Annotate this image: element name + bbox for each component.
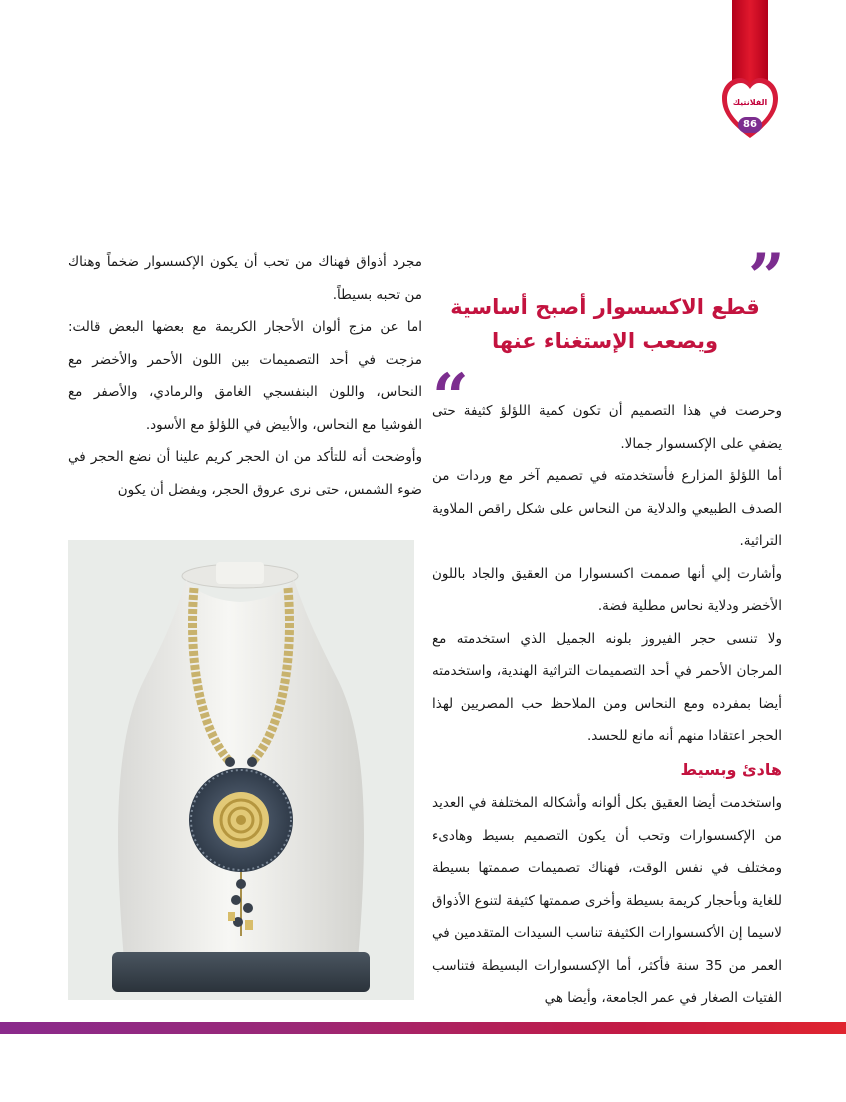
necklace-on-bust-illustration	[68, 540, 414, 1000]
quote-close-icon: “	[432, 360, 469, 435]
paragraph: مجرد أذواق فهناك من تحب أن يكون الإكسسوار ضخماً وهناك من تحبه بسيطاً.	[68, 254, 422, 303]
section-subheading: هادئ وبسيط	[680, 760, 782, 779]
necklace-photo	[68, 540, 414, 1000]
logo-text: الفلانتيك	[732, 98, 768, 107]
paragraph: اما عن مزج ألوان الأحجار الكريمة مع بعضها البعض قالت: مزجت في أحد التصميمات بين اللون الأحمر والأخضر مع النحاس، واللون البنفسجي الغامق والرمادي، والأصفر مع الفوشيا مع النحاس، والأبيض في اللؤلؤ مع الأسود.	[68, 319, 422, 433]
page-number: 86	[738, 117, 762, 133]
magazine-badge	[720, 72, 780, 142]
left-text-column	[68, 246, 422, 506]
bottom-gradient-stripe	[0, 1022, 846, 1034]
pull-quote-headline	[440, 290, 770, 358]
right-text-column-bottom	[432, 787, 782, 1015]
paragraph: ولا تنسى حجر الفيروز بلونه الجميل الذي استخدمته مع المرجان الأحمر في أحد التصميمات التراثية الهندية، واستخدمته أيضا بمفرده ومع النحاس ومن الملاحظ حب المصريين لهذا الحجر اعتقادا منهم أنه مانع للحسد.	[432, 630, 782, 744]
paragraph: وأشارت إلي أنها صممت اكسسوارا من العقيق والجاد باللون الأخضر ودلاية نحاس مطلية فضة.	[432, 565, 782, 614]
headline-line-2: ويصعب الإستغناء عنها	[491, 329, 719, 353]
quote-open-icon: ”	[748, 240, 785, 315]
headline-line-1: قطع الاكسسوار أصبح أساسية	[450, 295, 760, 319]
paragraph: وأوضحت أنه للتأكد من ان الحجر كريم علينا أن نضع الحجر في ضوء الشمس، حتى نرى عروق الحجر، ويفضل أن يكون	[68, 449, 422, 498]
paragraph: أما اللؤلؤ المزارع فأستخدمته في تصميم آخر مع وردات من الصدف الطبيعي والدلاية من النحاس على شكل راقص الملاوية التراثية.	[432, 468, 782, 549]
paragraph: واستخدمت أيضا العقيق بكل ألوانه وأشكاله المختلفة في العديد من الإكسسوارات وتحب أن يكون التصميم بسيط وهادىء ومختلف في نفس الوقت، فهناك تصميمات صممتها بسيطة للغاية وبأحجار كريمة بسيطة وأخرى صممتها كثيفة لتنوع الأذواق لاسيما إن الأكسسوارات الكثيفة تناسب السيدات المتقدمين في العمر من 35 سنة فأكثر، أما الإكسسوارات البسيطة فتناسب الفتيات الصغار في عمر الجامعة، وأيضا هي	[432, 795, 782, 1006]
right-text-column-top	[432, 395, 782, 753]
paragraph: وحرصت في هذا التصميم أن تكون كمية اللؤلؤ كثيفة حتى يضفي على الإكسسوار جمالا.	[432, 403, 782, 452]
